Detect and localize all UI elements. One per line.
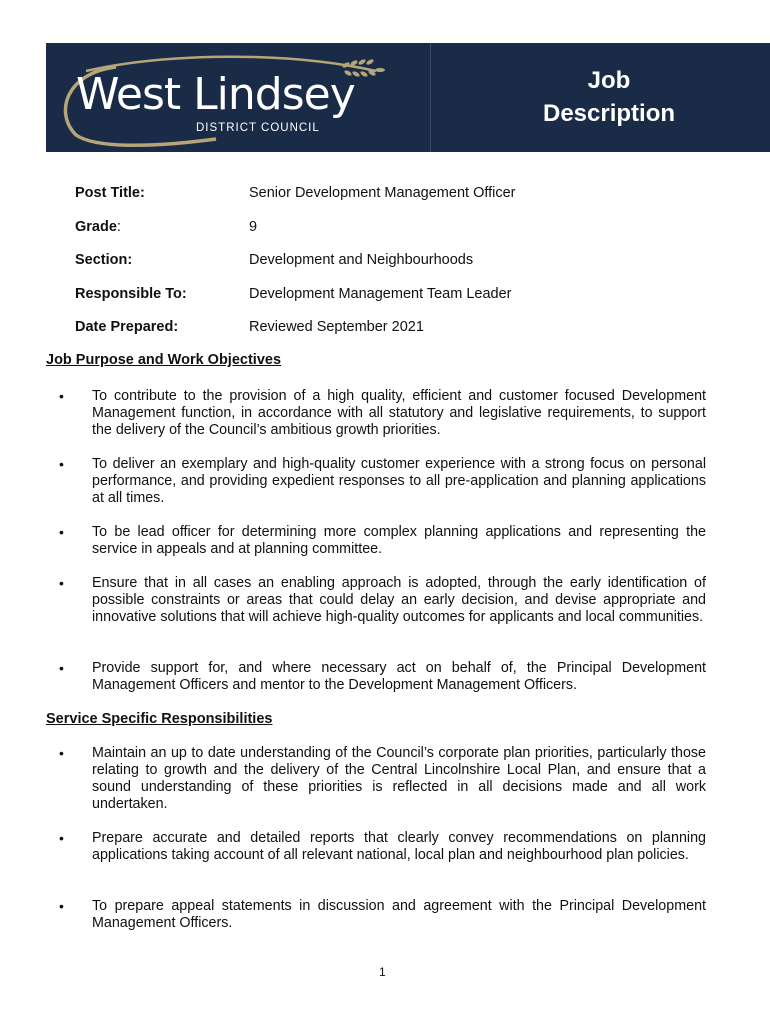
banner-divider — [430, 43, 431, 152]
section-heading-service-specific: Service Specific Responsibilities — [46, 711, 273, 727]
bullet-icon: • — [59, 388, 64, 404]
grade-label: Grade: — [75, 219, 121, 235]
list-item: To be lead officer for determining more complex planning applications and representing the service in appeals and at planning committee. — [92, 524, 706, 557]
page-number: 1 — [379, 965, 386, 979]
logo-wordmark: West Lindsey — [76, 69, 355, 120]
bullet-icon: • — [59, 575, 64, 591]
post-title-value: Senior Development Management Officer — [249, 185, 516, 201]
document-title — [478, 64, 740, 130]
list-item: To contribute to the provision of a high quality, efficient and customer focused Development Management function, in accordance with all statutory and legislative requirements, to support the delivery of the Council’s ambitious growth priorities. — [92, 388, 706, 438]
responsible-to-value: Development Management Team Leader — [249, 286, 512, 302]
post-title-label: Post Title: — [75, 185, 145, 201]
header-banner — [46, 43, 770, 152]
grade-value: 9 — [249, 219, 258, 235]
date-prepared-label: Date Prepared: — [75, 319, 179, 335]
list-item: Provide support for, and where necessary act on behalf of, the Principal Development Management Officers and mentor to the Development Management Officers. — [92, 660, 706, 693]
bullet-icon: • — [59, 745, 64, 761]
bullet-icon: • — [59, 830, 64, 846]
section-label: Section: — [75, 252, 133, 268]
bullet-icon: • — [59, 524, 64, 540]
responsible-to-label: Responsible To: — [75, 286, 187, 302]
list-item: To deliver an exemplary and high-quality customer experience with a strong focus on personal performance, and providing expedient responses to all pre-application and planning applications at all times. — [92, 456, 706, 506]
section-heading-job-purpose: Job Purpose and Work Objectives — [46, 352, 282, 368]
list-item: Prepare accurate and detailed reports that clearly convey recommendations on planning applications taking account of all relevant national, local plan and neighbourhood plan policies. — [92, 830, 706, 863]
document-title-line2: Description — [542, 100, 676, 127]
bullet-icon: • — [59, 660, 64, 676]
list-item: Maintain an up to date understanding of the Council’s corporate plan priorities, particularly those relating to growth and the delivery of the Central Lincolnshire Local Plan, and ensure that a sound understanding of these priorities is reflected in all decisions made and all work undertaken. — [92, 745, 706, 812]
bullet-icon: • — [59, 456, 64, 472]
list-item: To prepare appeal statements in discussion and agreement with the Principal Development Management Officers. — [92, 898, 706, 931]
document-title-line1: Job — [587, 67, 631, 94]
list-item: Ensure that in all cases an enabling approach is adopted, through the early identification of possible constraints or areas that could delay an early decision, and devise appropriate and innovative solutions that will achieve high-quality outcomes for applicants and local communities. — [92, 575, 706, 625]
date-prepared-value: Reviewed September 2021 — [249, 319, 424, 335]
logo-subtitle: DISTRICT COUNCIL — [196, 122, 320, 134]
section-value: Development and Neighbourhoods — [249, 252, 474, 268]
bullet-icon: • — [59, 898, 64, 914]
